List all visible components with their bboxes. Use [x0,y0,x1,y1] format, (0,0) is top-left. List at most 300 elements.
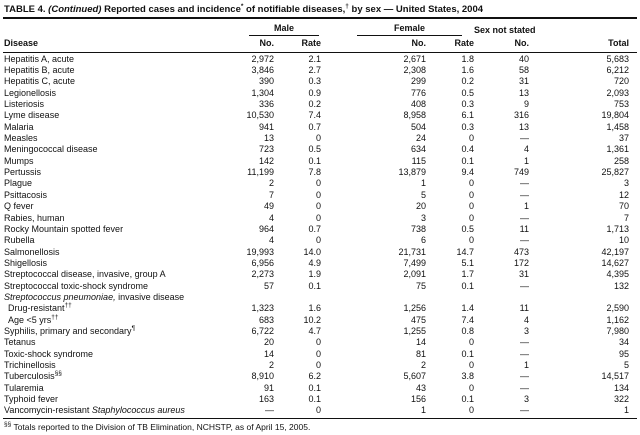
value-cell: 4.9 [308,257,322,268]
value-cell: 0.1 [308,155,322,166]
value-cell: 0 [316,178,322,189]
value-cell: 20 [263,337,274,348]
value-cell: 40 [519,53,530,64]
disease-cell [3,88,243,99]
value-cell: 504 [410,121,427,132]
value-cell: 0 [469,178,475,189]
disease-cell [3,349,243,360]
title-footnote-marker-asterisk: * [240,2,244,10]
value-cell: 753 [613,99,630,110]
disease-label: Pertussis [4,167,42,178]
value-cell: 2,972 [251,53,274,64]
value-cell: 37 [619,133,630,144]
value-cell: 749 [513,167,530,178]
table-row [3,405,637,416]
disease-label: Toxic-shock syndrome [4,348,94,359]
value-cell: 2,093 [606,87,630,98]
value-cell: — [520,280,530,291]
value-cell: 11,199 [247,167,274,178]
disease-label: Legionellosis [4,87,57,98]
disease-cell [3,394,243,405]
value-cell [321,292,426,303]
value-cell: 9.4 [461,167,475,178]
value-cell: 6 [421,235,427,246]
table-row [3,258,637,269]
value-cell: 8,910 [251,371,274,382]
value-cell: 13,879 [398,167,427,178]
disease-cell [3,99,243,110]
value-cell: 475 [410,314,427,325]
value-cell: 1 [524,201,530,212]
value-cell: 10 [619,235,630,246]
disease-cell [3,405,243,416]
disease-label: Shigellosis [4,257,48,268]
value-cell: — [520,178,530,189]
value-cell: 0 [469,382,475,393]
disease-cell [3,371,243,382]
value-cell: 4 [524,144,530,155]
value-cell: 2.1 [308,53,322,64]
value-cell: 4,395 [606,269,630,280]
value-cell: 4 [524,314,530,325]
value-cell: 0 [469,212,475,223]
value-cell: 132 [613,280,630,291]
value-cell: 964 [258,223,274,234]
table-row [3,144,637,155]
group-header-spacer [3,19,243,36]
title-part3: of notifiable diseases, [243,4,346,15]
disease-cell [3,303,243,314]
disease-footnote-marker: †† [64,302,72,310]
value-cell: 0.8 [461,325,475,336]
value-cell: 91 [263,382,274,393]
table-row [3,110,637,121]
disease-cell [3,122,243,133]
value-cell: 683 [258,314,274,325]
value-cell: 941 [258,121,274,132]
value-cell: 776 [410,87,427,98]
disease-label: Listeriosis [4,99,45,110]
value-cell: 0.7 [308,121,322,132]
value-cell: 0 [316,235,322,246]
value-cell: 11 [519,223,530,234]
value-cell [274,292,321,303]
disease-cell [3,156,243,167]
value-cell: 0.7 [308,223,322,234]
table-row [3,167,637,178]
table-row [3,349,637,360]
table-row [3,247,637,258]
disease-cell [3,65,243,76]
value-cell: 1.4 [461,303,475,314]
value-cell: 1 [524,155,530,166]
table-row [3,122,637,133]
value-cell: 14.7 [456,246,475,257]
value-cell: 0.4 [461,144,475,155]
value-cell: 0.5 [461,87,475,98]
value-cell: 19,993 [246,246,274,257]
value-cell: — [520,382,530,393]
value-cell: 0 [316,348,322,359]
value-cell: 1 [421,178,427,189]
disease-label: invasive disease [115,291,185,302]
disease-label: Typhoid fever [4,394,59,404]
disease-cell [3,315,243,326]
value-cell: 3,846 [251,65,274,76]
value-cell: 2,590 [606,303,630,314]
disease-label: Lyme disease [4,110,60,121]
value-cell: 390 [258,76,274,87]
value-cell: 0.1 [308,394,322,404]
value-cell: 0.1 [308,280,322,291]
disease-cell [3,133,243,144]
value-cell: 0.1 [308,382,322,393]
value-cell: 0 [469,359,475,370]
disease-label: Streptococcus pneumoniae, [4,291,116,302]
value-cell: 25,827 [601,167,630,178]
value-cell: 31 [519,269,530,280]
value-cell: 1.8 [461,53,475,64]
value-cell: 2 [421,359,427,370]
disease-label: Tularemia [4,382,44,393]
value-cell: 720 [613,76,630,87]
table-row [3,133,637,144]
value-cell: 95 [619,348,630,359]
value-cell: 2,091 [403,269,427,280]
disease-label: Staphylococcus aureus [91,405,185,416]
disease-cell [3,224,243,235]
value-cell: — [520,348,530,359]
value-cell: 3 [524,394,530,404]
group-header-sex-not-stated: Sex not stated [474,25,536,35]
group-header-female-label: Female [357,23,462,36]
group-header-spacer2 [529,19,637,36]
disease-label: Hepatitis C, acute [4,76,76,87]
disease-table [3,19,637,417]
value-cell: 0.1 [461,394,475,404]
value-cell: 2,273 [251,269,274,280]
disease-cell [3,269,243,280]
value-cell: 49 [263,201,274,212]
disease-cell [3,167,243,178]
title-continued: (Continued) [48,4,102,15]
value-cell: 0.9 [308,87,322,98]
value-cell: 723 [258,144,274,155]
value-cell: 6,212 [606,65,630,76]
disease-label: Rabies, human [4,212,65,223]
value-cell: 0 [469,189,475,200]
value-cell: 0.3 [461,121,475,132]
group-header-female [321,19,474,36]
value-cell: 1.9 [308,269,322,280]
disease-cell [3,110,243,121]
disease-cell [3,190,243,201]
table-row [3,383,637,394]
column-header-sns-no: No. [474,36,529,52]
value-cell: 1,256 [403,303,427,314]
disease-label: Tuberculosis [4,371,55,382]
footnote-text: Totals reported to the Division of TB Elimination, NCHSTP, as of April 15, 2005. [11,421,311,432]
value-cell: 6.2 [308,371,322,382]
disease-label: Drug-resistant [8,303,65,314]
value-cell: 19,804 [601,110,630,121]
disease-label: Q fever [4,201,34,212]
table-row [3,269,637,280]
value-cell: 1,255 [403,325,427,336]
value-cell: 163 [258,394,274,404]
value-cell: 58 [519,65,530,76]
value-cell: 408 [410,99,427,110]
title-part1: TABLE 4. [4,4,49,15]
disease-cell [3,258,243,269]
table-title [3,2,637,19]
table-row [3,315,637,326]
table-row [3,65,637,76]
value-cell: 0.3 [308,76,322,87]
value-cell: 1.6 [461,65,475,76]
value-cell: 0.3 [461,99,475,110]
value-cell: 12 [619,189,630,200]
value-cell: 2,671 [403,53,427,64]
value-cell: 156 [410,394,427,404]
disease-label: Rocky Mountain spotted fever [4,223,124,234]
value-cell: — [520,337,530,348]
value-cell: — [520,189,530,200]
value-cell: 1 [421,405,427,416]
value-cell [529,292,637,303]
disease-cell [3,292,243,303]
table-header [3,19,637,52]
value-cell: 336 [258,99,274,110]
value-cell: 3 [624,178,630,189]
value-cell: 172 [513,257,530,268]
disease-cell [3,326,243,337]
value-cell: 0 [316,212,322,223]
disease-label: Tetanus [4,337,36,348]
value-cell: — [265,405,274,416]
disease-cell [3,337,243,348]
value-cell: 5.1 [461,257,475,268]
value-cell: 75 [416,280,427,291]
table-row [3,213,637,224]
value-cell: 34 [619,337,630,348]
disease-label: Psittacosis [4,189,48,200]
disease-cell [3,52,243,65]
column-header-row [3,36,637,52]
table-row [3,52,637,65]
disease-cell [3,383,243,394]
value-cell: 5 [624,359,630,370]
table-row [3,292,637,303]
table-row [3,281,637,292]
disease-label: Streptococcal disease, invasive, group A [4,269,166,280]
value-cell: 4 [268,212,274,223]
group-header-row [3,19,637,36]
value-cell: 20 [416,201,427,212]
value-cell: 0 [469,337,475,348]
value-cell: 0 [469,133,475,144]
value-cell: 21,731 [398,246,427,257]
value-cell: 7 [624,212,630,223]
value-cell: 7.4 [308,110,322,121]
value-cell: 3.8 [461,371,475,382]
value-cell: 0 [316,189,322,200]
value-cell: 115 [411,155,427,166]
value-cell: 0 [469,405,475,416]
value-cell: 2 [268,178,274,189]
table-row [3,190,637,201]
value-cell: — [520,371,530,382]
title-footnote-marker-dagger: † [345,2,349,10]
value-cell: 3 [524,325,530,336]
value-cell: 42,197 [601,246,630,257]
table-row [3,394,637,405]
value-cell: 0.2 [308,99,322,110]
table-footnote [3,418,637,433]
value-cell: 2.7 [308,65,322,76]
value-cell: 3 [421,212,427,223]
disease-cell [3,213,243,224]
value-cell: 738 [410,223,427,234]
title-part2: Reported cases and incidence [101,4,241,15]
value-cell: 14.0 [303,246,322,257]
value-cell: 0 [316,405,322,416]
value-cell: 0.1 [461,348,475,359]
table-row [3,156,637,167]
value-cell: 0.5 [461,223,475,234]
value-cell: 31 [519,76,530,87]
value-cell: 1 [624,405,630,416]
value-cell: 13 [263,133,274,144]
disease-footnote-marker: ¶ [131,324,136,332]
value-cell: 5 [421,189,427,200]
value-cell: 0 [469,235,475,246]
column-header-total: Total [529,36,637,52]
disease-cell [3,247,243,258]
title-part4: by sex — United States, 2004 [348,4,484,15]
value-cell: 316 [513,110,530,121]
value-cell: 13 [519,87,530,98]
table-body [3,52,637,417]
disease-label: Vancomycin-resistant [4,405,92,416]
value-cell: 0 [469,201,475,212]
value-cell: 0 [316,133,322,144]
value-cell: 6,722 [251,325,274,336]
value-cell: 1,713 [606,223,630,234]
disease-label: Salmonellosis [4,246,60,257]
disease-label: Trichinellosis [4,359,56,370]
table-row [3,371,637,382]
value-cell: 10,530 [246,110,274,121]
value-cell: 1,162 [606,314,630,325]
value-cell: — [520,235,530,246]
disease-cell [3,76,243,87]
value-cell: 24 [416,133,427,144]
value-cell: 6,956 [251,257,274,268]
disease-cell [3,281,243,292]
group-header-male [243,19,321,36]
value-cell: 11 [519,303,530,314]
disease-label: Age <5 yrs [8,314,52,325]
value-cell: 14,627 [601,257,630,268]
table-row [3,99,637,110]
value-cell: 10.2 [303,314,322,325]
value-cell: 43 [416,382,427,393]
table-row [3,76,637,87]
disease-cell [3,360,243,371]
column-header-disease: Disease [3,36,243,52]
value-cell: 2,308 [403,65,427,76]
value-cell: 7.8 [308,167,322,178]
value-cell: 0.1 [461,155,475,166]
disease-label: Hepatitis A, acute [4,53,75,64]
table-row [3,337,637,348]
value-cell: 9 [524,99,530,110]
value-cell: 8,958 [403,110,427,121]
value-cell: 7,980 [606,325,630,336]
table-row [3,235,637,246]
value-cell: 2 [268,359,274,370]
value-cell: 299 [410,76,427,87]
footnote-marker: §§ [4,420,12,428]
disease-label: Plague [4,178,33,189]
value-cell: 142 [258,155,274,166]
disease-label: Measles [4,133,38,144]
value-cell: 258 [613,155,630,166]
value-cell: 1,361 [606,144,630,155]
value-cell: 1,458 [606,121,630,132]
value-cell: 0.5 [308,144,322,155]
column-header-female-no: No. [321,36,426,52]
value-cell [243,292,274,303]
value-cell: 0.2 [461,76,475,87]
value-cell: 81 [416,348,427,359]
value-cell: 1,304 [251,87,274,98]
table-row [3,303,637,314]
value-cell: 473 [513,246,530,257]
value-cell: 134 [613,382,630,393]
value-cell: 7.4 [461,314,475,325]
value-cell: 0.1 [461,280,475,291]
disease-label: Meningococcal disease [4,144,98,155]
disease-label: Rubella [4,235,35,246]
group-header-male-label: Male [249,23,319,36]
disease-cell [3,178,243,189]
table-row [3,360,637,371]
value-cell: 14,517 [601,371,630,382]
table-row [3,326,637,337]
value-cell: — [520,133,530,144]
value-cell: 322 [613,394,630,404]
column-header-male-no: No. [243,36,274,52]
value-cell: 5,607 [403,371,427,382]
disease-cell [3,201,243,212]
value-cell: 13 [519,121,530,132]
disease-cell [3,235,243,246]
value-cell: 1.7 [461,269,475,280]
value-cell: 0 [316,201,322,212]
value-cell: 1 [524,359,530,370]
value-cell: — [520,212,530,223]
disease-cell [3,144,243,155]
disease-footnote-marker: §§ [54,370,62,378]
disease-footnote-marker: †† [51,313,59,321]
value-cell: 4 [268,235,274,246]
table-row [3,178,637,189]
disease-label: Malaria [4,121,34,132]
value-cell: 7 [268,189,274,200]
value-cell: — [520,405,530,416]
